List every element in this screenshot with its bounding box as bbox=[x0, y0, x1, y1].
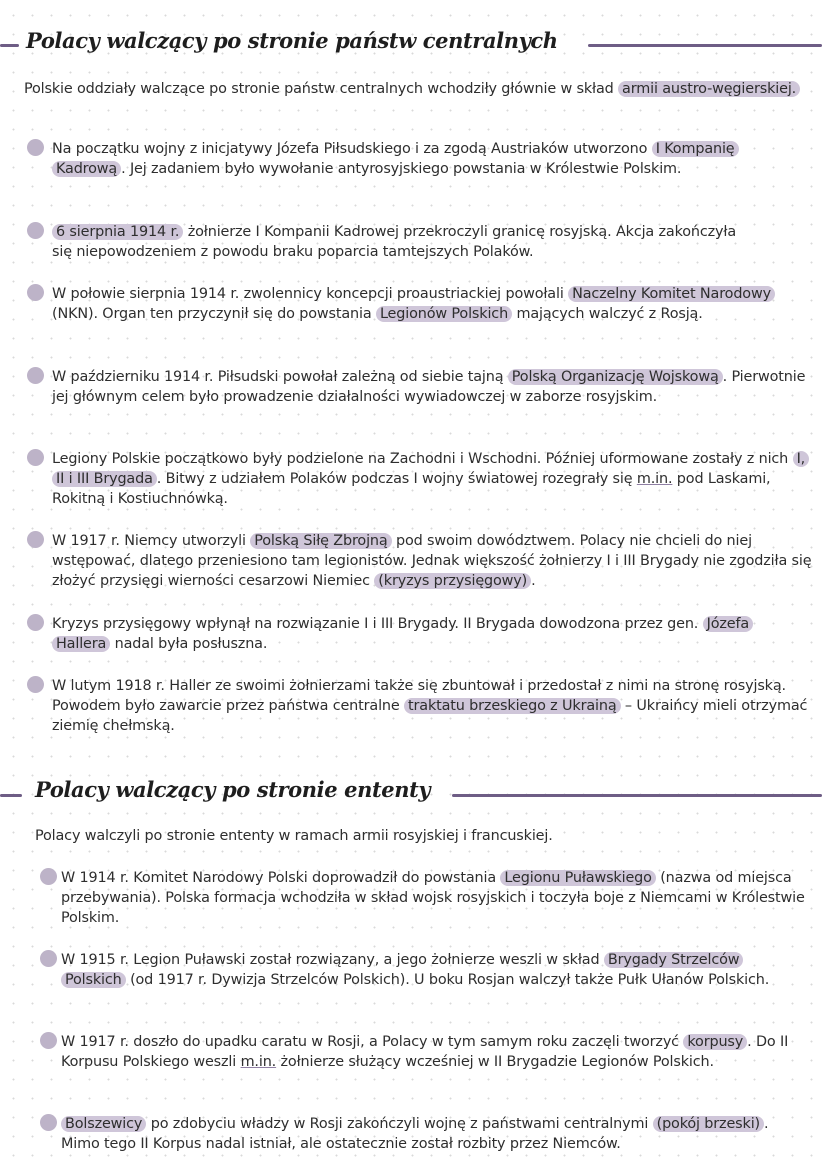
bullet-item bbox=[52, 284, 802, 324]
heading-rule-right bbox=[588, 44, 822, 47]
bullet-dot bbox=[27, 284, 44, 301]
bullet-item bbox=[52, 139, 782, 179]
bullet-text: Legiony Polskie początkowo były podzielone na Zachodni i Wschodni. Później uformowane zostały z nich bbox=[52, 451, 793, 467]
bullet-dot bbox=[27, 449, 44, 466]
bullet-text: nadal była posłuszna. bbox=[110, 636, 268, 652]
bullet-text: . Bitwy z udziałem Polaków podczas I wojny światowej rozegrały się bbox=[156, 471, 637, 487]
intro-text: Polskie oddziały walczące po stronie państw centralnych wchodziły głównie w skład bbox=[24, 81, 619, 97]
bullet-text: Kryzys przysięgowy wpłynął na rozwiązanie I i III Brygady. II Brygada dowodzona przez gen. bbox=[52, 616, 703, 632]
bullet-text: W październiku 1914 r. Piłsudski powołał zależną od siebie tajną bbox=[52, 369, 508, 385]
bullet-text: żołnierze służący wcześniej w II Brygadzie Legionów Polskich. bbox=[276, 1054, 714, 1070]
bullet-text: W 1917 r. Niemcy utworzyli bbox=[52, 533, 251, 549]
bullet-text: – Ukraińcy mieli otrzymać ziemię chełmską. bbox=[52, 698, 808, 734]
heading-rule-left bbox=[0, 794, 22, 797]
highlight-term: Legionu Puławskiego bbox=[500, 870, 655, 886]
bullet-item bbox=[52, 676, 812, 736]
bullet-dot bbox=[27, 139, 44, 156]
bullet-text: W 1915 r. Legion Puławski został rozwiązany, a jego żołnierze weszli w skład bbox=[61, 952, 604, 968]
bullet-dot bbox=[27, 676, 44, 693]
bullet-text: . Mimo tego II Korpus nadal istniał, ale ostatecznie został rozbity przez Niemców. bbox=[61, 1116, 769, 1152]
bullet-text: W 1914 r. Komitet Narodowy Polski doprowadził do powstania bbox=[61, 870, 501, 886]
bullet-item bbox=[52, 449, 812, 509]
section-central-powers bbox=[0, 28, 828, 68]
section-title: Polacy walczący po stronie państw centralnych bbox=[26, 28, 558, 53]
bullet-item bbox=[61, 950, 801, 990]
section-title: Polacy walczący po stronie ententy bbox=[35, 777, 431, 802]
bullet-text: . Do II Korpusu Polskiego weszli bbox=[61, 1034, 789, 1070]
bullet-text: mających walczyć z Rosją. bbox=[512, 306, 703, 322]
bullet-dot bbox=[27, 367, 44, 384]
bullet-text: pod swoim dowództwem. Polacy nie chcieli do niej wstępować, dlatego przeniesiono tam legionistów. Jednak większość żołnierzy I i III Brygady nie zgodziła się złożyć przysięgi wierności cesarzowi Niemiec bbox=[52, 533, 812, 589]
highlight-term: Józefa Hallera bbox=[52, 616, 753, 652]
bullet-text: żołnierze I Kompanii Kadrowej przekroczyli granicę rosyjską. Akcja zakończyła się niepowodzeniem z powodu braku poparcia tamtejszych Polaków. bbox=[52, 224, 737, 260]
highlight-term: korpusy bbox=[683, 1034, 747, 1050]
bullet-dot bbox=[40, 868, 57, 885]
bullet-text: W 1917 r. doszło do upadku caratu w Rosji, a Polacy w tym samym roku zaczęli tworzyć bbox=[61, 1034, 684, 1050]
section-entente bbox=[0, 777, 828, 817]
bullet-item bbox=[52, 614, 802, 654]
bullet-text: Na początku wojny z inicjatywy Józefa Piłsudskiego i za zgodą Austriaków utworzono bbox=[52, 141, 652, 157]
bullet-dot bbox=[27, 222, 44, 239]
highlight-term: traktatu brzeskiego z Ukrainą bbox=[404, 698, 620, 714]
highlight-term: (kryzys przysięgowy) bbox=[374, 573, 531, 589]
bullet-dot bbox=[27, 614, 44, 631]
bullet-item bbox=[61, 1032, 801, 1072]
abbreviation: m.in. bbox=[240, 1054, 277, 1070]
highlight-term: I Kompanię Kadrową bbox=[52, 141, 739, 177]
bullet-item bbox=[61, 868, 811, 928]
bullet-dot bbox=[40, 1032, 57, 1049]
bullet-text: po zdobyciu władzy w Rosji zakończyli wojnę z państwami centralnymi bbox=[146, 1116, 653, 1132]
bullet-dot bbox=[40, 1114, 57, 1131]
bullet-text: pod Laskami, Rokitną i Kostiuchnówką. bbox=[52, 471, 771, 507]
highlight-term: (pokój brzeski) bbox=[653, 1116, 764, 1132]
bullet-item bbox=[52, 222, 742, 262]
bullet-text: W połowie sierpnia 1914 r. zwolennicy koncepcji proaustriackiej powołali bbox=[52, 286, 569, 302]
highlight-term: 6 sierpnia 1914 r. bbox=[52, 224, 183, 240]
highlight-term: Brygady Strzelców Polskich bbox=[61, 952, 743, 988]
section-heading-row bbox=[0, 777, 828, 817]
bullet-item bbox=[52, 367, 812, 407]
bullet-dot bbox=[40, 950, 57, 967]
section-heading-row bbox=[0, 28, 828, 68]
bullet-text: (od 1917 r. Dywizja Strzelców Polskich). U boku Rosjan walczył także Pułk Ułanów Polskich. bbox=[125, 972, 770, 988]
highlight-term: Legionów Polskich bbox=[376, 306, 512, 322]
highlight-term: armii austro-węgierskiej. bbox=[618, 81, 800, 97]
heading-rule-left bbox=[0, 44, 19, 47]
highlight-term: Polską Organizację Wojskową bbox=[508, 369, 723, 385]
bullet-text: . Pierwotnie jej głównym celem było prowadzenie działalności wywiadowczej w zaborze rosyjskim. bbox=[52, 369, 806, 405]
bullet-item bbox=[61, 1114, 806, 1154]
bullet-text: . Jej zadaniem było wywołanie antyrosyjskiego powstania w Królestwie Polskim. bbox=[121, 161, 682, 177]
bullet-text: (nazwa od miejsca przebywania). Polska formacja wchodziła w skład wojsk rosyjskich i toczyła boje z Niemcami w Królestwie Polskim. bbox=[61, 870, 805, 926]
intro-text: Polacy walczyli po stronie ententy w ramach armii rosyjskiej i francuskiej. bbox=[35, 828, 553, 844]
highlight-term: Naczelny Komitet Narodowy bbox=[568, 286, 775, 302]
heading-rule-right bbox=[452, 794, 822, 797]
highlight-term: Bolszewicy bbox=[61, 1116, 146, 1132]
bullet-item bbox=[52, 531, 812, 591]
section-intro bbox=[24, 79, 804, 99]
bullet-text: . bbox=[531, 573, 536, 589]
highlight-term: Polską Siłę Zbrojną bbox=[250, 533, 391, 549]
section-intro bbox=[35, 826, 795, 846]
bullet-text: (NKN). Organ ten przyczynił się do powstania bbox=[52, 306, 376, 322]
bullet-dot bbox=[27, 531, 44, 548]
bullet-text: W lutym 1918 r. Haller ze swoimi żołnierzami także się zbuntował i przedostał z nimi na stronę rosyjską. Powodem było zawarcie przez państwa centralne bbox=[52, 678, 786, 714]
abbreviation: m.in. bbox=[636, 471, 673, 487]
highlight-term: I, II i III Brygada bbox=[52, 451, 809, 487]
